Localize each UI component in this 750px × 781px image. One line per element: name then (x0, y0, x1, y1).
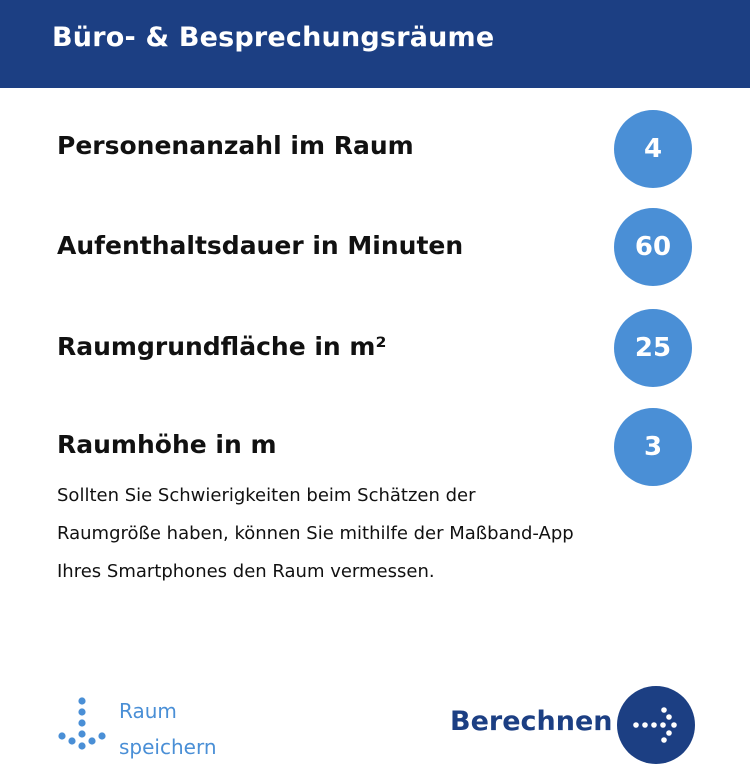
floor-area-input[interactable]: 25 (614, 309, 692, 387)
page-title: Büro- & Besprechungsräume (52, 22, 495, 53)
calculate-button[interactable] (617, 686, 695, 764)
people-count-label: Personenanzahl im Raum (57, 131, 414, 160)
dotted-arrow-right-icon (617, 686, 695, 764)
calculate-label[interactable]: Berechnen (450, 706, 613, 737)
people-count-input[interactable]: 4 (614, 110, 692, 188)
room-height-input[interactable]: 3 (614, 408, 692, 486)
measurement-hint: Sollten Sie Schwierigkeiten beim Schätzen der Raumgröße haben, können Sie mithilfe der Maßband-App Ihres Smartphones den Raum vermessen. (57, 485, 574, 582)
save-room-button[interactable] (57, 693, 257, 759)
header-bar (0, 0, 750, 88)
room-height-label: Raumhöhe in m (57, 430, 277, 459)
dotted-arrow-down-icon (57, 695, 107, 757)
save-room-label: Raum speichern (119, 699, 217, 759)
floor-area-label: Raumgrundfläche in m² (57, 332, 387, 361)
duration-input[interactable]: 60 (614, 208, 692, 286)
duration-label: Aufenthaltsdauer in Minuten (57, 231, 464, 260)
